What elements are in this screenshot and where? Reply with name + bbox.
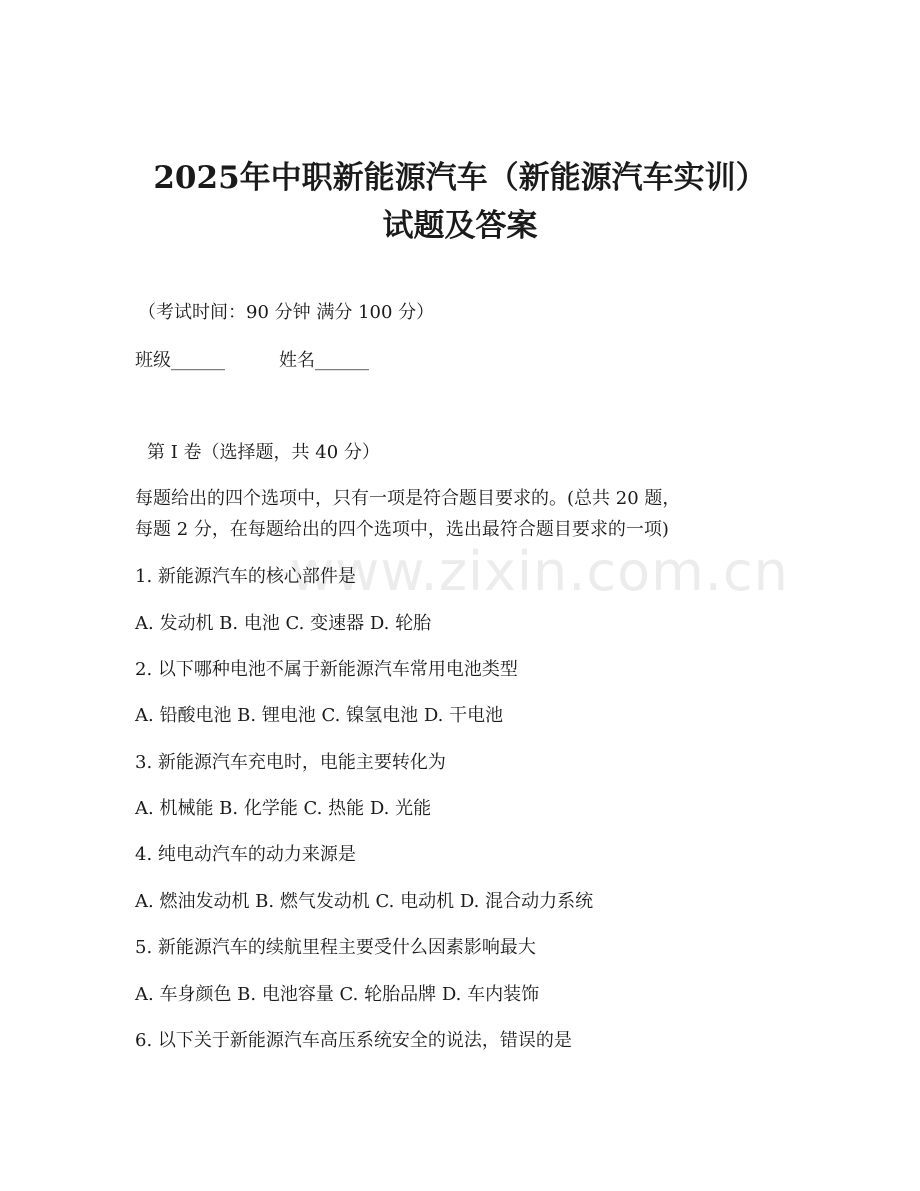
question-5-stem: 5. 新能源汽车的续航里程主要受什么因素影响最大 bbox=[135, 937, 536, 958]
watermark: www.zixin.com.cn bbox=[290, 540, 789, 603]
instructions-line-2: 每题 2 分，在每题给出的四个选项中，选出最符合题目要求的一项) bbox=[135, 519, 669, 540]
title-line-2: 试题及答案 bbox=[382, 208, 538, 244]
question-3-options: A. 机械能 B. 化学能 C. 热能 D. 光能 bbox=[135, 798, 432, 819]
question-5-options: A. 车身颜色 B. 电池容量 C. 轮胎品牌 D. 车内装饰 bbox=[135, 984, 540, 1005]
section-heading: 第 I 卷（选择题，共 40 分） bbox=[147, 442, 380, 463]
question-1-options: A. 发动机 B. 电池 C. 变速器 D. 轮胎 bbox=[135, 613, 432, 634]
exam-info: （考试时间：90 分钟 满分 100 分） bbox=[138, 302, 435, 323]
question-6-stem: 6. 以下关于新能源汽车高压系统安全的说法，错误的是 bbox=[135, 1030, 572, 1051]
question-1-stem: 1. 新能源汽车的核心部件是 bbox=[135, 566, 356, 587]
name-field: 姓名______ bbox=[279, 350, 369, 371]
question-3-stem: 3. 新能源汽车充电时，电能主要转化为 bbox=[135, 752, 446, 773]
question-2-stem: 2. 以下哪种电池不属于新能源汽车常用电池类型 bbox=[135, 659, 518, 680]
instructions-line-1: 每题给出的四个选项中，只有一项是符合题目要求的。(总共 20 题， bbox=[135, 488, 681, 509]
title-line-1: 2025年中职新能源汽车（新能源汽车实训） bbox=[153, 160, 767, 196]
question-4-stem: 4. 纯电动汽车的动力来源是 bbox=[135, 844, 356, 865]
student-fields bbox=[135, 348, 369, 374]
question-2-options: A. 铅酸电池 B. 锂电池 C. 镍氢电池 D. 干电池 bbox=[135, 705, 504, 726]
question-4-options: A. 燃油发动机 B. 燃气发动机 C. 电动机 D. 混合动力系统 bbox=[135, 891, 594, 912]
class-field: 班级______ bbox=[135, 350, 225, 371]
